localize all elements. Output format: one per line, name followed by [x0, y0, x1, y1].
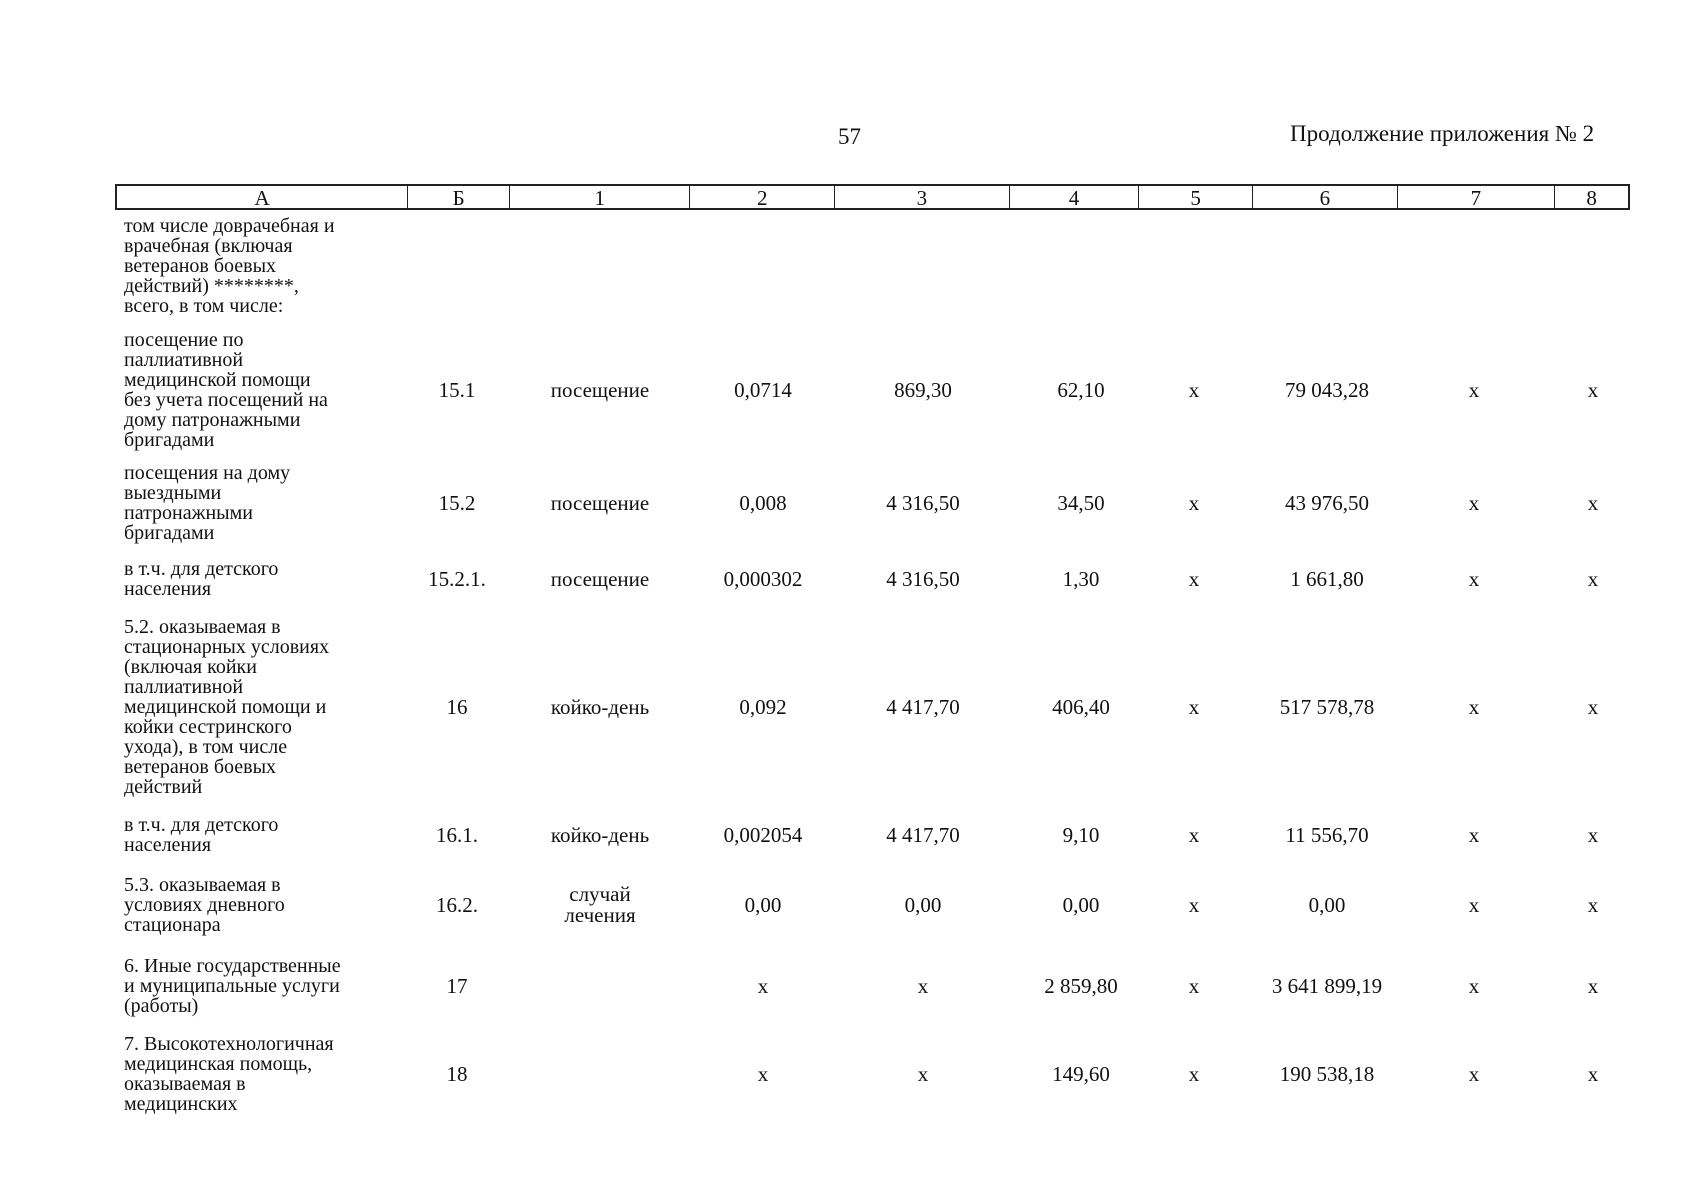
header-cell-b: Б — [408, 186, 510, 208]
row-cell-c5: х — [1188, 490, 1200, 515]
row-cell-c7: х — [1468, 694, 1480, 719]
row-name-cell: посещения на дому выездными патронажными бригадами — [124, 462, 291, 544]
header-cell-5: 5 — [1139, 186, 1253, 208]
row-cell-c8: х — [1587, 694, 1599, 719]
row-cell-c1: посещение — [550, 377, 650, 402]
row-cell-c6: 43 976,50 — [1285, 490, 1369, 515]
header-cell-6: 6 — [1253, 186, 1398, 208]
row-cell-c8: х — [1587, 822, 1599, 847]
row-name-cell: 5.3. оказываемая в условиях дневного стационара — [124, 874, 285, 936]
row-cell-c7: х — [1468, 892, 1480, 917]
row-name-cell: в т.ч. для детского населения — [124, 814, 279, 856]
row-cell-c5: х — [1188, 892, 1200, 917]
row-cell-c7: х — [1468, 973, 1480, 998]
row-cell-b: 15.2 — [438, 490, 476, 515]
row-cell-c7: х — [1468, 377, 1480, 402]
row-cell-b: 16.2. — [436, 892, 478, 917]
row-cell-c7: х — [1468, 566, 1480, 591]
row-cell-c7: х — [1468, 822, 1480, 847]
row-cell-c2: 0,092 — [739, 694, 787, 719]
row-cell-c6: 190 538,18 — [1279, 1061, 1375, 1086]
row-cell-c5: х — [1188, 694, 1200, 719]
header-cell-3: 3 — [835, 186, 1010, 208]
row-cell-c2: 0,0714 — [734, 377, 792, 402]
row-cell-c3: 4 316,50 — [886, 490, 960, 515]
row-cell-c2: 0,000302 — [723, 566, 803, 591]
row-cell-c6: 0,00 — [1308, 892, 1346, 917]
row-cell-c2: х — [757, 973, 769, 998]
header-cell-7: 7 — [1398, 186, 1556, 208]
row-cell-b: 16 — [446, 694, 468, 719]
row-cell-c5: х — [1188, 1061, 1200, 1086]
row-cell-c1: посещение — [550, 490, 650, 515]
row-cell-c4: 2 859,80 — [1044, 973, 1118, 998]
row-cell-c4: 62,10 — [1057, 377, 1105, 402]
row-cell-c6: 11 556,70 — [1285, 822, 1369, 847]
row-cell-c6: 3 641 899,19 — [1271, 973, 1383, 998]
row-cell-c2: 0,002054 — [723, 822, 803, 847]
row-name-cell: 7. Высокотехнологичная медицинская помощь, оказываемая в медицинских — [124, 1033, 334, 1115]
row-cell-c5: х — [1188, 973, 1200, 998]
page-number: 57 — [838, 124, 861, 149]
header-cell-a: А — [117, 186, 408, 208]
row-cell-c4: 34,50 — [1057, 490, 1105, 515]
row-cell-c3: 0,00 — [904, 892, 942, 917]
row-cell-c3: 869,30 — [894, 377, 952, 402]
header-cell-4: 4 — [1010, 186, 1140, 208]
row-cell-c1: койко-день — [550, 822, 650, 847]
row-cell-b: 16.1. — [436, 822, 478, 847]
row-cell-c8: х — [1587, 490, 1599, 515]
row-cell-c2: 0,00 — [744, 892, 782, 917]
row-cell-b: 17 — [446, 973, 468, 998]
row-cell-c5: х — [1188, 822, 1200, 847]
header-cell-8: 8 — [1586, 186, 1597, 210]
row-cell-c4: 406,40 — [1052, 694, 1110, 719]
row-cell-c1: койко-день — [550, 694, 650, 719]
appendix-note: Продолжение приложения № 2 — [1290, 121, 1595, 146]
row-cell-c7: х — [1468, 490, 1480, 515]
row-name-cell: том числе доврачебная и врачебная (включая ветеранов боевых действий) ********, всего, в том числе: — [124, 215, 335, 317]
row-cell-c3: х — [917, 973, 929, 998]
row-cell-c4: 0,00 — [1062, 892, 1100, 917]
row-cell-b: 18 — [446, 1061, 468, 1086]
row-cell-c8: х — [1587, 892, 1599, 917]
row-name-cell: в т.ч. для детского населения — [124, 558, 279, 600]
row-cell-c8: х — [1587, 377, 1599, 402]
row-cell-c8: х — [1587, 566, 1599, 591]
row-cell-c6: 79 043,28 — [1285, 377, 1369, 402]
header-cell-2: 2 — [690, 186, 835, 208]
row-cell-c3: 4 316,50 — [886, 566, 960, 591]
row-cell-c1: случай лечения — [564, 882, 636, 927]
row-cell-b: 15.2.1. — [428, 566, 486, 591]
row-cell-c6: 1 661,80 — [1290, 566, 1364, 591]
row-name-cell: 5.2. оказываемая в стационарных условиях (включая койки паллиативной медицинской помощи и койки сестринского ухода), в том числе ветеранов боевых действий — [124, 616, 330, 798]
row-cell-c6: 517 578,78 — [1279, 694, 1375, 719]
table-header — [115, 184, 1630, 210]
row-cell-c7: х — [1468, 1061, 1480, 1086]
row-cell-c3: х — [917, 1061, 929, 1086]
row-cell-b: 15.1 — [438, 377, 476, 402]
row-name-cell: 6. Иные государственные и муниципальные услуги (работы) — [124, 955, 341, 1017]
row-cell-c8: х — [1587, 973, 1599, 998]
row-cell-c2: х — [757, 1061, 769, 1086]
row-cell-c1: посещение — [550, 566, 650, 591]
row-cell-c3: 4 417,70 — [886, 694, 960, 719]
row-cell-c8: х — [1587, 1061, 1599, 1086]
header-cell-1: 1 — [510, 186, 691, 208]
row-name-cell: посещение по паллиативной медицинской помощи без учета посещений на дому патронажными бригадами — [124, 329, 328, 451]
row-cell-c4: 1,30 — [1062, 566, 1100, 591]
row-cell-c5: х — [1188, 566, 1200, 591]
row-cell-c4: 9,10 — [1062, 822, 1100, 847]
row-cell-c4: 149,60 — [1052, 1061, 1110, 1086]
row-cell-c5: х — [1188, 377, 1200, 402]
row-cell-c3: 4 417,70 — [886, 822, 960, 847]
row-cell-c2: 0,008 — [739, 490, 787, 515]
